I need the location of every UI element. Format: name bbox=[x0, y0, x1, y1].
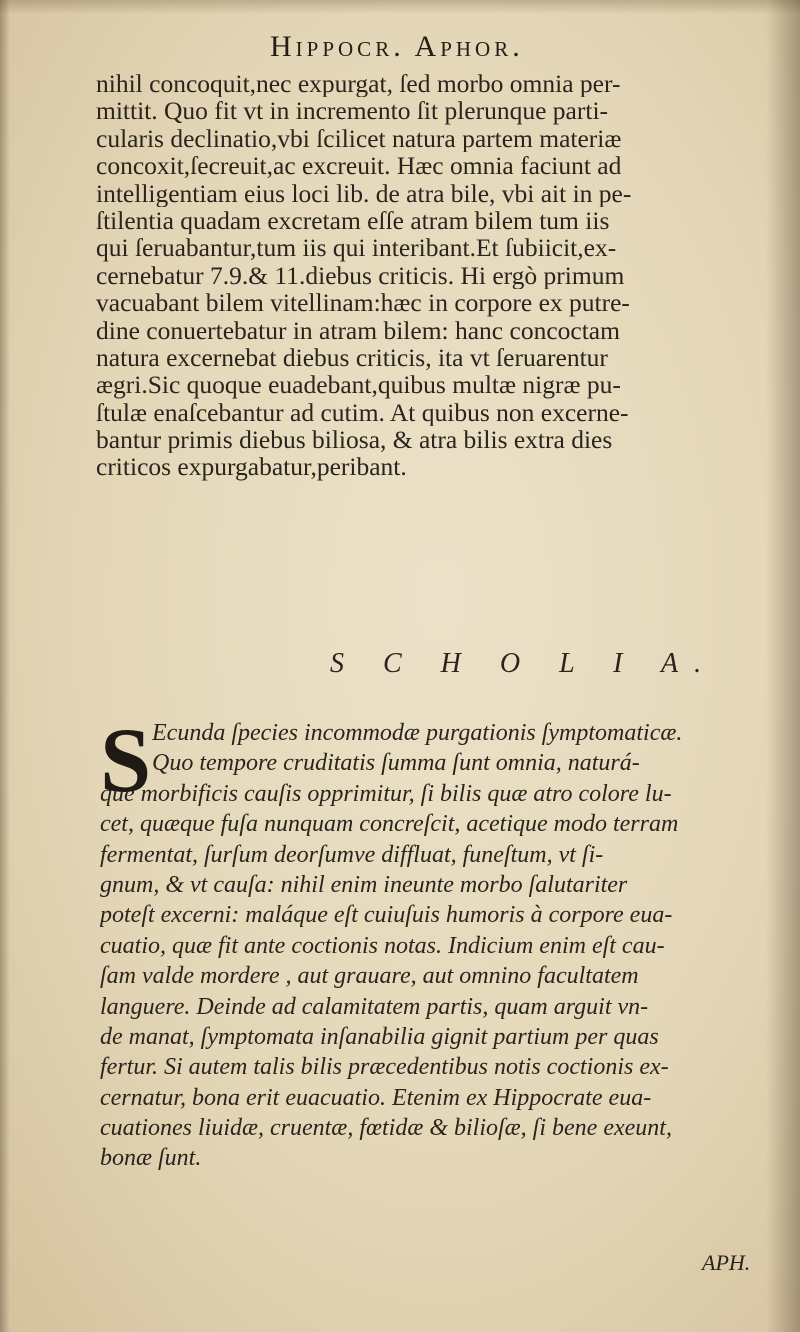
text-line: cularis declinatio,vbi ſcilicet natura partem materiæ bbox=[96, 124, 622, 153]
text-line: ſtulæ enaſcebantur ad cutim. At quibus non excerne- bbox=[96, 398, 629, 427]
running-head: Hippocr. Aphor. bbox=[270, 30, 524, 63]
scholia-text-block bbox=[100, 709, 790, 1174]
text-line: mittit. Quo fit vt in incremento ſit plerunque parti- bbox=[96, 97, 609, 125]
text-line: ægri.Sic quoque euadebant,quibus multæ nigræ pu- bbox=[96, 371, 621, 399]
text-line: intelligentiam eius loci lib. de atra bile, vbi ait in pe- bbox=[96, 179, 632, 207]
scholia-line: Quo tempore cruditatis ſumma ſunt omnia, naturá- bbox=[152, 750, 640, 777]
scholia-line: de manat, ſymptomata inſanabilia gignit partium per quas bbox=[100, 1023, 659, 1050]
catchword: APH. bbox=[702, 1250, 751, 1275]
scholia-line: cernatur, bona erit euacuatio. Etenim ex Hippocrate eua- bbox=[100, 1084, 652, 1111]
text-line: concoxit,ſecreuit,ac excreuit. Hæc omnia faciunt ad bbox=[96, 152, 622, 180]
scholia-line: fertur. Si autem talis bilis præcedentibus notis coctionis ex- bbox=[100, 1054, 669, 1081]
scholia-line: que morbificis cauſis opprimitur, ſi bilis quæ atro colore lu- bbox=[100, 780, 672, 807]
scholia-line: fermentat, ſurſum deorſumve diffluat, funeſtum, vt ſi- bbox=[100, 841, 604, 868]
scholia-line: Ecunda ſpecies incommodæ purgationis ſymptomaticæ. bbox=[152, 720, 683, 746]
page-left-edge bbox=[0, 0, 10, 1332]
scholia-line: cuationes liuidæ, cruentæ, fœtidæ & bilioſæ, ſi bene exeunt, bbox=[100, 1115, 672, 1142]
scholia-line: bonæ ſunt. bbox=[100, 1145, 202, 1172]
text-line: cernebatur 7.9.& 11.diebus criticis. Hi ergò primum bbox=[96, 261, 625, 290]
main-text-block bbox=[96, 70, 796, 481]
text-line: dine conuertebatur in atram bilem: hanc concoctam bbox=[96, 316, 620, 344]
text-line: ſtilentia quadam excretam eſſe atram bilem tum iis bbox=[96, 206, 610, 235]
scholia-heading: S C H O L I A. bbox=[330, 648, 718, 679]
scholia-line: ſam valde mordere , aut grauare, aut omnino facultatem bbox=[100, 963, 639, 990]
text-line: vacuabant bilem vitellinam:hæc in corpore ex putre- bbox=[96, 289, 630, 317]
scholia-line: gnum, & vt cauſa: nihil enim ineunte morbo ſalutariter bbox=[100, 871, 628, 898]
scholia-line: languere. Deinde ad calamitatem partis, quam arguit vn- bbox=[100, 993, 649, 1020]
scholia-line: cuatio, quæ fit ante coctionis notas. Indicium enim eſt cau- bbox=[100, 932, 665, 959]
text-line: bantur primis diebus biliosa, & atra bilis extra dies bbox=[96, 426, 613, 454]
scholia-line: poteſt excerni: maláque eſt cuiuſuis humoris à corpore eua- bbox=[100, 902, 673, 929]
text-line: nihil concoquit,nec expurgat, ſed morbo omnia per- bbox=[96, 70, 621, 98]
scholia-line: cet, quæque fuſa nunquam concreſcit, acetique modo terram bbox=[100, 811, 679, 838]
drop-cap: S bbox=[100, 709, 152, 811]
text-line: criticos expurgabatur,peribant. bbox=[96, 453, 407, 481]
text-line: natura excernebat diebus criticis, ita vt ſeruarentur bbox=[96, 343, 608, 372]
page-top-edge bbox=[0, 0, 800, 14]
text-line: qui ſeruabantur,tum iis qui interibant.Et ſubiicit,ex- bbox=[96, 234, 617, 262]
